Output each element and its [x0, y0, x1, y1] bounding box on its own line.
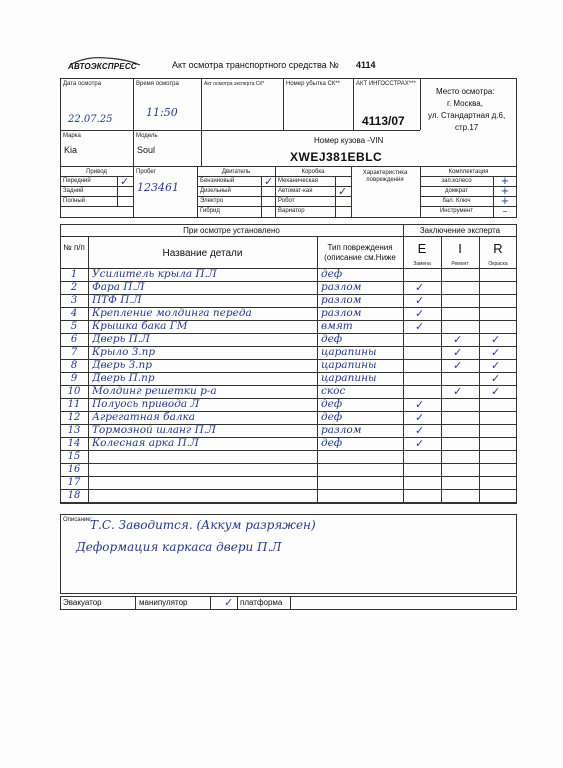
- loss-number-label: Номер убытка СК**: [286, 81, 340, 87]
- kit-label: Комплектация: [448, 169, 489, 175]
- logo: [66, 56, 144, 72]
- damage-type: разлом: [321, 281, 362, 293]
- engine-option-hybrid: Гибрид: [200, 208, 220, 214]
- place-line-2: ул. Стандартная д.6,: [428, 111, 506, 120]
- engine-petrol-check[interactable]: ✓: [264, 175, 274, 188]
- model-value: Soul: [137, 145, 156, 155]
- drive-front-check[interactable]: ✓: [120, 175, 130, 188]
- make-value: Kia: [64, 145, 78, 155]
- gearbox-label: Коробка: [301, 169, 325, 175]
- part-name: Колесная арка П.Л: [92, 437, 199, 449]
- row-divider: [60, 489, 517, 490]
- row-number: 16: [67, 464, 81, 475]
- time-label: Время осмотра: [136, 81, 179, 87]
- act-title: [172, 60, 339, 70]
- date-label: Дата осмотра: [63, 81, 102, 87]
- drive-option-front: Передний: [63, 178, 91, 184]
- part-name: Полуось привода Л: [92, 398, 200, 410]
- evacuator-row: [60, 596, 517, 610]
- evacuator-platform-check[interactable]: ✓: [224, 596, 234, 609]
- part-name: Молдинг решетки р-а: [92, 385, 217, 397]
- part-name: Усилитель крыла П.Л: [92, 268, 217, 280]
- expert-col-i-caption: Ремонт: [451, 261, 469, 267]
- table-title: При осмотре установлено: [183, 226, 280, 235]
- part-name: Тормозной шланг П.Л: [92, 424, 216, 436]
- expert-col-r: R: [493, 241, 503, 256]
- kit-item-spare: зап.колесо: [441, 178, 472, 184]
- damage-type: разлом: [321, 424, 362, 436]
- evacuator-option-manipulator: манипулятор: [139, 598, 188, 607]
- evacuator-option-platform: платформа: [240, 598, 283, 607]
- kit-mark-spare: +: [500, 176, 510, 187]
- row-number: 9: [70, 373, 78, 384]
- damage-type: вмят: [321, 320, 353, 332]
- row-divider: [60, 450, 517, 451]
- description-line-1: Т.С. Заводится. (Аккум разряжен): [90, 518, 316, 532]
- col-name-header: Название детали: [162, 248, 243, 259]
- part-name: Дверь П.Л: [92, 333, 150, 345]
- drive-option-full: Полный: [63, 198, 85, 204]
- row-check-r[interactable]: ✓: [491, 372, 501, 385]
- part-name: Фара П.Л: [92, 281, 145, 293]
- row-number: 11: [67, 399, 81, 410]
- row-check-e[interactable]: ✓: [415, 398, 425, 411]
- place-line-1: г. Москва,: [447, 99, 483, 108]
- act-number: 4114: [356, 60, 376, 70]
- logo-text: АВТОЭКСПРЕСС: [68, 62, 137, 71]
- description-line-2: Деформация каркаса двери П.Л: [76, 540, 282, 554]
- act-title-text: Акт осмотра транспортного средства №: [172, 60, 339, 70]
- row-check-e[interactable]: ✓: [415, 424, 425, 437]
- col-type-header: Тип повреждения (описание см.Ниже: [324, 243, 396, 262]
- row-check-e[interactable]: ✓: [415, 281, 425, 294]
- row-check-e[interactable]: ✓: [415, 307, 425, 320]
- row-check-r[interactable]: ✓: [491, 385, 501, 398]
- row-number: 6: [70, 334, 78, 345]
- damage-type: деф: [321, 268, 343, 280]
- row-check-e[interactable]: ✓: [415, 411, 425, 424]
- row-number: 1: [70, 269, 78, 280]
- damage-type: скос: [321, 385, 346, 397]
- row-divider: [60, 502, 517, 503]
- row-divider: [60, 476, 517, 477]
- row-number: 18: [67, 490, 81, 501]
- row-number: 4: [70, 308, 78, 319]
- gearbox-option-auto: Автомат-кая: [278, 188, 313, 194]
- row-check-r[interactable]: ✓: [491, 333, 501, 346]
- row-check-e[interactable]: ✓: [415, 437, 425, 450]
- part-name: ПТФ П.Л: [92, 294, 142, 306]
- damage-type: разлом: [321, 294, 362, 306]
- kit-item-tools: Инструмент: [439, 208, 474, 214]
- mileage-label: Пробег: [136, 169, 156, 175]
- part-name: Крыло З.пр: [92, 346, 156, 358]
- row-check-r[interactable]: ✓: [491, 359, 501, 372]
- row-number: 5: [70, 321, 78, 332]
- row-number: 2: [70, 282, 78, 293]
- gearbox-option-cvt: Вариатор: [278, 208, 305, 214]
- row-check-e[interactable]: ✓: [415, 320, 425, 333]
- damage-type: деф: [321, 437, 343, 449]
- expert-act-label: Акт осмотра эксперта СК*: [204, 81, 265, 87]
- row-divider: [60, 463, 517, 464]
- expert-col-e-caption: Замена: [413, 261, 431, 267]
- part-name: Дверь З.пр: [92, 359, 153, 371]
- damage-type: разлом: [321, 307, 362, 319]
- row-number: 15: [67, 451, 81, 462]
- row-number: 7: [70, 347, 78, 358]
- place-line-3: стр.17: [455, 123, 479, 132]
- damage-type: царапины: [321, 372, 377, 384]
- gearbox-option-manual: Механическая: [278, 178, 319, 184]
- mileage-value: 123461: [137, 181, 179, 194]
- engine-label: Двигатель: [221, 169, 251, 175]
- row-number: 13: [67, 425, 81, 436]
- kit-mark-jack: +: [500, 186, 510, 197]
- damage-type: деф: [321, 398, 343, 410]
- row-check-i[interactable]: ✓: [453, 385, 463, 398]
- row-number: 17: [67, 477, 81, 488]
- place-label: Место осмотра:: [436, 87, 495, 96]
- row-check-i[interactable]: ✓: [453, 346, 463, 359]
- evacuator-label: Эвакуатор: [63, 598, 102, 607]
- engine-option-petrol: Бензиновый: [200, 178, 235, 184]
- part-name: Агрегатная балка: [92, 411, 196, 423]
- row-number: 14: [67, 438, 81, 449]
- part-name: Дверь П.пр: [92, 372, 155, 384]
- kit-item-wrench: бал. Ключ: [442, 198, 471, 204]
- damage-char-label: Характеристика повреждения: [362, 170, 408, 183]
- part-name: Крышка бака ГМ: [92, 320, 188, 332]
- damage-type: деф: [321, 333, 343, 345]
- vin-value: XWEJ381EBLC: [290, 150, 383, 164]
- vin-label: Номер кузова -VIN: [314, 136, 384, 145]
- damage-type: деф: [321, 411, 343, 423]
- gearbox-option-robot: Робот: [278, 198, 295, 204]
- model-label: Модель: [136, 133, 158, 139]
- expert-title: Заключение эксперта: [419, 226, 501, 235]
- time-value: 11:50: [146, 106, 178, 119]
- ingos-value: 4113/07: [362, 114, 405, 128]
- description-label: Описание:: [63, 517, 93, 523]
- col-num-header: № п/п: [63, 243, 85, 252]
- damage-type: царапины: [321, 359, 377, 371]
- engine-option-diesel: Дизельный: [200, 188, 231, 194]
- ingos-label: АКТ ИНГОССТРАХ***: [356, 81, 416, 87]
- part-name: Крепление молдинга переда: [92, 307, 252, 319]
- row-check-r[interactable]: ✓: [491, 346, 501, 359]
- kit-mark-tools: –: [502, 206, 508, 217]
- row-check-i[interactable]: ✓: [453, 359, 463, 372]
- kit-item-jack: домкрат: [445, 188, 468, 194]
- expert-col-i: I: [458, 241, 462, 256]
- expert-col-r-caption: Окраска: [488, 261, 508, 267]
- date-value: 22.07.25: [68, 114, 113, 125]
- gearbox-auto-check[interactable]: ✓: [338, 185, 348, 198]
- damage-type: царапины: [321, 346, 377, 358]
- row-check-i[interactable]: ✓: [453, 333, 463, 346]
- drive-label: Привод: [86, 169, 107, 175]
- row-check-e[interactable]: ✓: [415, 294, 425, 307]
- row-number: 12: [67, 412, 81, 423]
- row-number: 3: [70, 295, 78, 306]
- make-label: Марка: [63, 133, 81, 139]
- kit-mark-wrench: +: [500, 196, 510, 207]
- engine-option-electric: Электро: [200, 198, 224, 204]
- drive-option-rear: Задний: [63, 188, 84, 194]
- row-number: 10: [67, 386, 81, 397]
- expert-col-e: E: [417, 241, 427, 256]
- row-number: 8: [70, 360, 78, 371]
